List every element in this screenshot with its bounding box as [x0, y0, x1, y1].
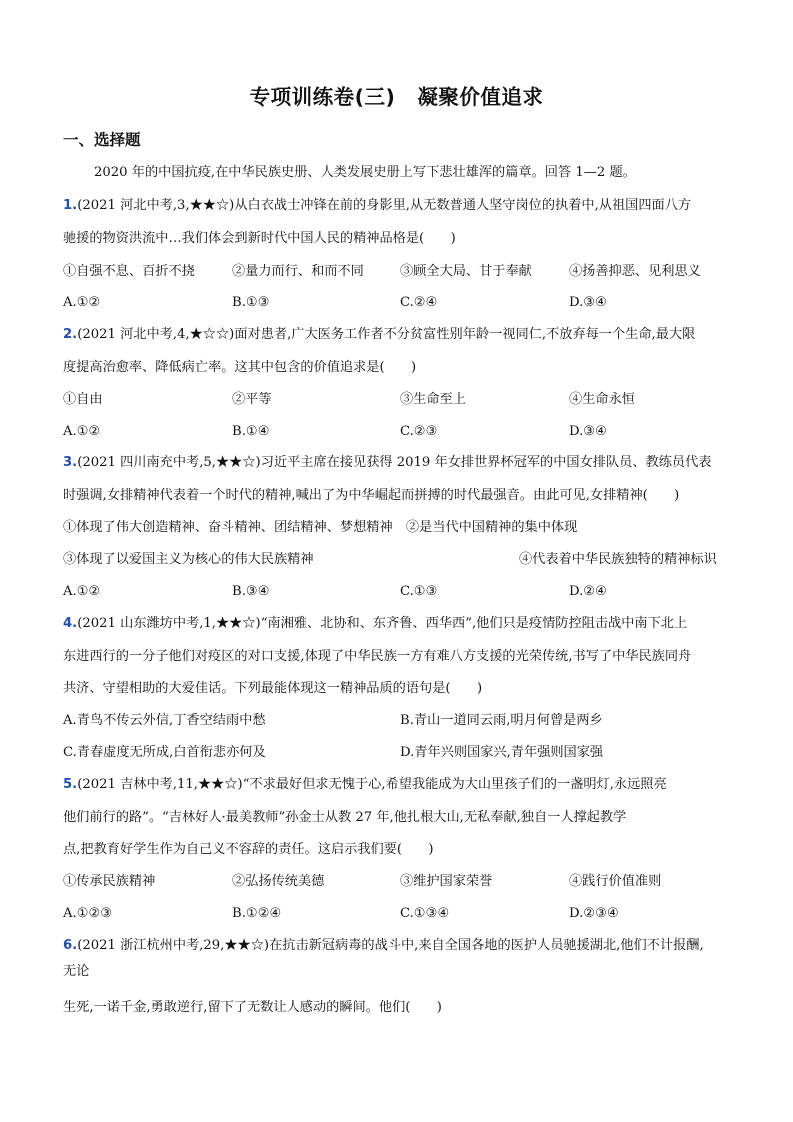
section-heading: 一、选择题	[63, 131, 141, 149]
question-number: 1.	[63, 198, 78, 213]
answer-choice-d: D.③④	[569, 424, 607, 439]
question-number: 5.	[63, 777, 78, 792]
answer-choice-a: A.①②	[63, 584, 101, 599]
title-part1: 专项训练卷(三)	[249, 85, 396, 109]
question-5-line-3: 点,把教育好学生作为自己义不容辞的责任。这启示我们要( )	[63, 842, 434, 857]
question-5-line-1: 5.(2021 吉林中考,11,★★☆)“不求最好但求无愧于心,希望我能成为大山里孩子们的一盏明灯,永远照亮	[63, 777, 667, 792]
answer-choice-d: D.②③④	[569, 906, 619, 921]
question-2-line-1: 2.(2021 河北中考,4,★☆☆)面对患者,广大医务工作者不分贫富性别年龄一视同仁,不放弃每一个生命,最大限	[63, 327, 696, 342]
statement-item: ④践行价值准则	[569, 874, 662, 889]
answer-choice-c: C.②③	[400, 424, 438, 439]
answer-choice-a: A.①②	[63, 295, 101, 310]
statement-item: ③顾全大局、甘于奉献	[400, 264, 532, 279]
answer-choice-a: A.①②③	[63, 906, 113, 921]
answer-choice-b: B.③④	[232, 584, 270, 599]
answer-choice-c: C.青春虚度无所成,白首衔悲亦何及	[63, 745, 266, 760]
question-4-line-1: 4.(2021 山东潍坊中考,1,★★☆)“南湘雅、北协和、东齐鲁、西华西”,他们只是疫情防控阻击战中南下北上	[63, 616, 688, 631]
question-3-line-1: 3.(2021 四川南充中考,5,★★☆)习近平主席在接见获得 2019 年女排世界杯冠军的中国女排队员、教练员代表	[63, 455, 712, 470]
answer-choice-c: C.①③④	[400, 906, 450, 921]
question-4-line-3: 共济、守望相助的大爱佳话。下列最能体现这一精神品质的语句是( )	[63, 681, 483, 696]
page-title	[0, 80, 793, 110]
question-2-line-2: 度提高治愈率、降低病亡率。这其中包含的价值追求是( )	[63, 360, 417, 375]
question-3-line-2: 时强调,女排精神代表着一个时代的精神,喊出了为中华崛起而拼搏的时代最强音。由此可见,女排精神( )	[63, 488, 680, 503]
answer-choice-a: A.青鸟不传云外信,丁香空结雨中愁	[63, 713, 266, 728]
answer-choice-b: B.①④	[232, 424, 270, 439]
answer-choice-d: D.②④	[569, 584, 607, 599]
statement-item: ①自由	[63, 392, 103, 407]
answer-choice-d: D.③④	[569, 295, 607, 310]
statement-item: ④生命永恒	[569, 392, 635, 407]
question-number: 6.	[63, 938, 78, 953]
statement-item: ①传承民族精神	[63, 874, 156, 889]
title-part2: 凝聚价值追求	[417, 85, 544, 109]
answer-choice-a: A.①②	[63, 424, 101, 439]
answer-choice-b: B.青山一道同云雨,明月何曾是两乡	[400, 713, 603, 728]
answer-choice-c: C.②④	[400, 295, 438, 310]
statement-item: ④扬善抑恶、见利思义	[569, 264, 701, 279]
question-1-line-2: 驰援的物资洪流中…我们体会到新时代中国人民的精神品格是( )	[63, 231, 456, 246]
question-number: 2.	[63, 327, 78, 342]
answer-choice-c: C.①③	[400, 584, 438, 599]
question-number: 3.	[63, 455, 78, 470]
question-5-line-2: 他们前行的路”。“吉林好人·最美教师”孙金士从教 27 年,他扎根大山,无私奉献,独自一人撑起教学	[63, 810, 627, 825]
statement-item: ③维护国家荣誉	[400, 874, 493, 889]
statement-item: ②量力而行、和而不同	[232, 264, 364, 279]
question-6-line-3: 生死,一诺千金,勇敢逆行,留下了无数让人感动的瞬间。他们( )	[63, 1000, 442, 1015]
answer-choice-b: B.①③	[232, 295, 270, 310]
question-3-line-3: ①体现了伟大创造精神、奋斗精神、团结精神、梦想精神 ②是当代中国精神的集中体现	[63, 520, 578, 535]
question-number: 4.	[63, 616, 78, 631]
statement-item: ③生命至上	[400, 392, 466, 407]
statement-item: ①自强不息、百折不挠	[63, 264, 195, 279]
statement-item: ④代表着中华民族独特的精神标识	[519, 552, 717, 567]
intro-text: 2020 年的中国抗疫,在中华民族史册、人类发展史册上写下悲壮雄浑的篇章。回答 1—2 题。	[94, 165, 636, 180]
question-6-line-1: 6.(2021 浙江杭州中考,29,★★☆)在抗击新冠病毒的战斗中,来自全国各地的医护人员驰援湖北,他们不计报酬,	[63, 938, 704, 953]
answer-choice-b: B.①②④	[232, 906, 282, 921]
statement-item: ②平等	[232, 392, 272, 407]
answer-choice-d: D.青年兴则国家兴,青年强则国家强	[400, 745, 604, 760]
statement-item: ②弘扬传统美德	[232, 874, 325, 889]
question-6-line-2: 无论	[63, 964, 90, 979]
question-4-line-2: 东进西行的一分子他们对疫区的对口支援,体现了中华民族一方有难八方支援的光荣传统,书写了中华民族同舟	[63, 649, 692, 664]
question-1-line-1: 1.(2021 河北中考,3,★★☆)从白衣战士冲锋在前的身影里,从无数普通人坚守岗位的执着中,从祖国四面八方	[63, 198, 692, 213]
statement-item: ③体现了以爱国主义为核心的伟大民族精神	[63, 552, 314, 567]
